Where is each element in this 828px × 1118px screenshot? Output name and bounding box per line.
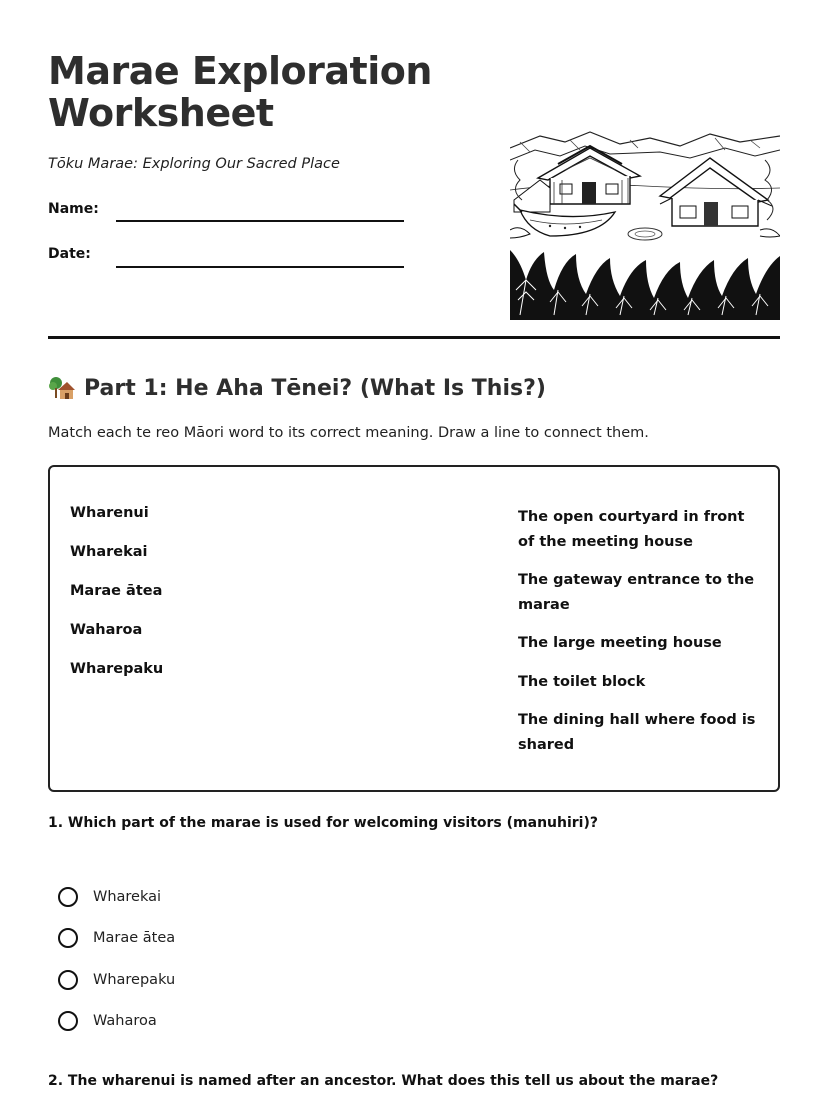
option-label: Waharoa (93, 1013, 157, 1030)
meaning-item[interactable]: The large meeting house (518, 635, 722, 651)
page-title: Marae Exploration Worksheet (48, 49, 432, 135)
term-item[interactable]: Marae ātea (70, 583, 163, 599)
question-2: 2. The wharenui is named after an ancestor. What does this tell us about the marae? (48, 1073, 719, 1089)
terms-column (70, 505, 163, 700)
radio-button[interactable] (58, 970, 78, 990)
name-label: Name: (48, 201, 99, 217)
date-field[interactable] (116, 266, 404, 268)
part1-instructions: Match each te reo Māori word to its correct meaning. Draw a line to connect them. (48, 425, 649, 441)
name-field[interactable] (116, 220, 404, 222)
meaning-item[interactable]: The dining hall where food is shared (518, 712, 756, 753)
answer-option[interactable] (58, 918, 175, 960)
date-label: Date: (48, 246, 91, 262)
term-item[interactable]: Wharenui (70, 505, 149, 521)
option-label: Wharepaku (93, 971, 176, 988)
radio-button[interactable] (58, 928, 78, 948)
radio-button[interactable] (58, 1011, 78, 1031)
term-item[interactable]: Waharoa (70, 622, 143, 638)
meaning-item[interactable]: The open courtyard in front of the meeting house (518, 509, 745, 550)
part1-heading-text: Part 1: He Aha Tēnei? (What Is This?) (84, 375, 546, 401)
house-with-tree-icon (48, 374, 76, 402)
radio-button[interactable] (58, 887, 78, 907)
marae-illustration (510, 130, 780, 320)
meanings-column (518, 505, 758, 771)
term-item[interactable]: Wharepaku (70, 661, 164, 677)
question-1: 1. Which part of the marae is used for welcoming visitors (manuhiri)? (48, 815, 598, 831)
meaning-item[interactable]: The toilet block (518, 673, 646, 690)
option-label: Marae ātea (93, 930, 176, 947)
answer-option[interactable] (58, 876, 175, 918)
question-1-options (58, 876, 175, 1042)
answer-option[interactable] (58, 959, 175, 1001)
option-label: Wharekai (93, 888, 162, 905)
matching-box (48, 465, 780, 792)
answer-option[interactable] (58, 1001, 175, 1043)
subtitle: Tōku Marae: Exploring Our Sacred Place (48, 156, 340, 172)
part1-heading (48, 374, 546, 402)
term-item[interactable]: Wharekai (70, 544, 148, 560)
meaning-item[interactable]: The gateway entrance to the marae (518, 572, 755, 613)
header-divider (48, 336, 780, 339)
